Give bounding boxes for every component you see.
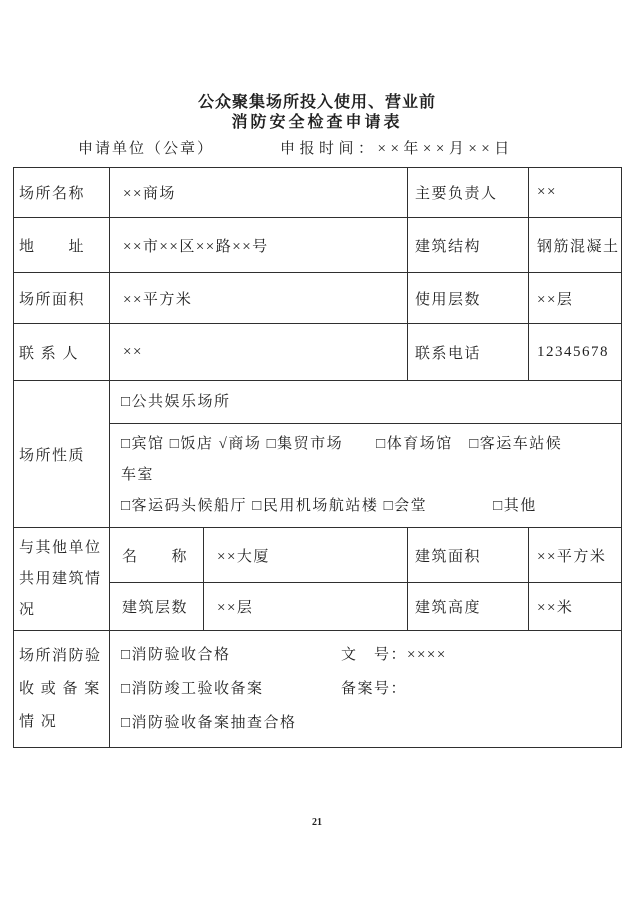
acceptance-line-3 [121,706,621,740]
fire-acceptance-options [110,631,622,748]
venue-nature-label: 场所性质 [14,381,110,528]
shared-name-label: 名 称 [110,528,204,583]
nature-options-line-a-wrap: 车室 [121,467,155,483]
building-area-label: 建筑面积 [408,528,529,583]
table-row [14,168,622,218]
table-row [14,324,622,381]
address-label: 地 址 [14,218,110,273]
table-row [14,273,622,324]
table-row [14,631,622,748]
checkbox-completion-record: □消防竣工验收备案 [121,681,264,697]
checkbox-acceptance-passed: □消防验收合格 [121,647,231,663]
acceptance-line-2 [121,672,621,706]
contact-person-value: ×× [110,324,408,381]
applicant-unit-label: 申请单位（公章） [78,141,215,157]
building-height-label: 建筑高度 [408,583,529,631]
address-value: ××市××区××路××号 [110,218,408,273]
subheader [0,137,634,157]
principal-label: 主要负责人 [408,168,529,218]
building-floors-value: ××层 [204,583,408,631]
page-number: 21 [312,817,322,828]
table-row [14,381,622,424]
page-title-line2: 消防安全检查申请表 [231,114,403,131]
building-floors-label: 建筑层数 [110,583,204,631]
acceptance-line-1 [121,638,621,672]
nature-options-line-b: □客运码头候船厅 □民用机场航站楼 □会堂 □其他 [121,498,537,514]
nature-option-public-entertainment: □公共娱乐场所 [121,393,231,410]
principal-value: ×× [529,168,622,218]
floors-used-value: ××层 [529,273,622,324]
record-number-label: 备案号： [341,681,408,697]
venue-area-label: 场所面积 [14,273,110,324]
building-height-value: ××米 [529,583,622,631]
nature-options-row1 [110,381,622,424]
contact-person-label: 联 系 人 [14,324,110,381]
shared-name-value: ××大厦 [204,528,408,583]
floors-used-label: 使用层数 [408,273,529,324]
table-row [14,218,622,273]
nature-options-row2 [110,424,622,528]
shared-building-label: 与其他单位 共用建筑情 况 [14,528,110,631]
contact-phone-value: 12345678 [529,324,622,381]
fire-acceptance-label: 场所消防验 收 或 备 案 情 况 [14,631,110,748]
page-title-line1: 公众聚集场所投入使用、营业前 [197,94,436,111]
structure-value: 钢筋混凝土 [529,218,622,273]
document-number-label: 文 号：×××× [341,647,447,663]
table-row [14,528,622,583]
contact-phone-label: 联系电话 [408,324,529,381]
report-time-label: 申报时间：××年××月××日 [280,141,514,157]
nature-options-line-a: □宾馆 □饭店 √商场 □集贸市场 □体育场馆 □客运车站候 [121,436,563,452]
building-area-value: ××平方米 [529,528,622,583]
venue-name-value: ××商场 [110,168,408,218]
structure-label: 建筑结构 [408,218,529,273]
venue-name-label: 场所名称 [14,168,110,218]
checkbox-record-spot-check: □消防验收备案抽查合格 [121,715,297,731]
venue-area-value: ××平方米 [110,273,408,324]
application-form-table [13,167,622,748]
